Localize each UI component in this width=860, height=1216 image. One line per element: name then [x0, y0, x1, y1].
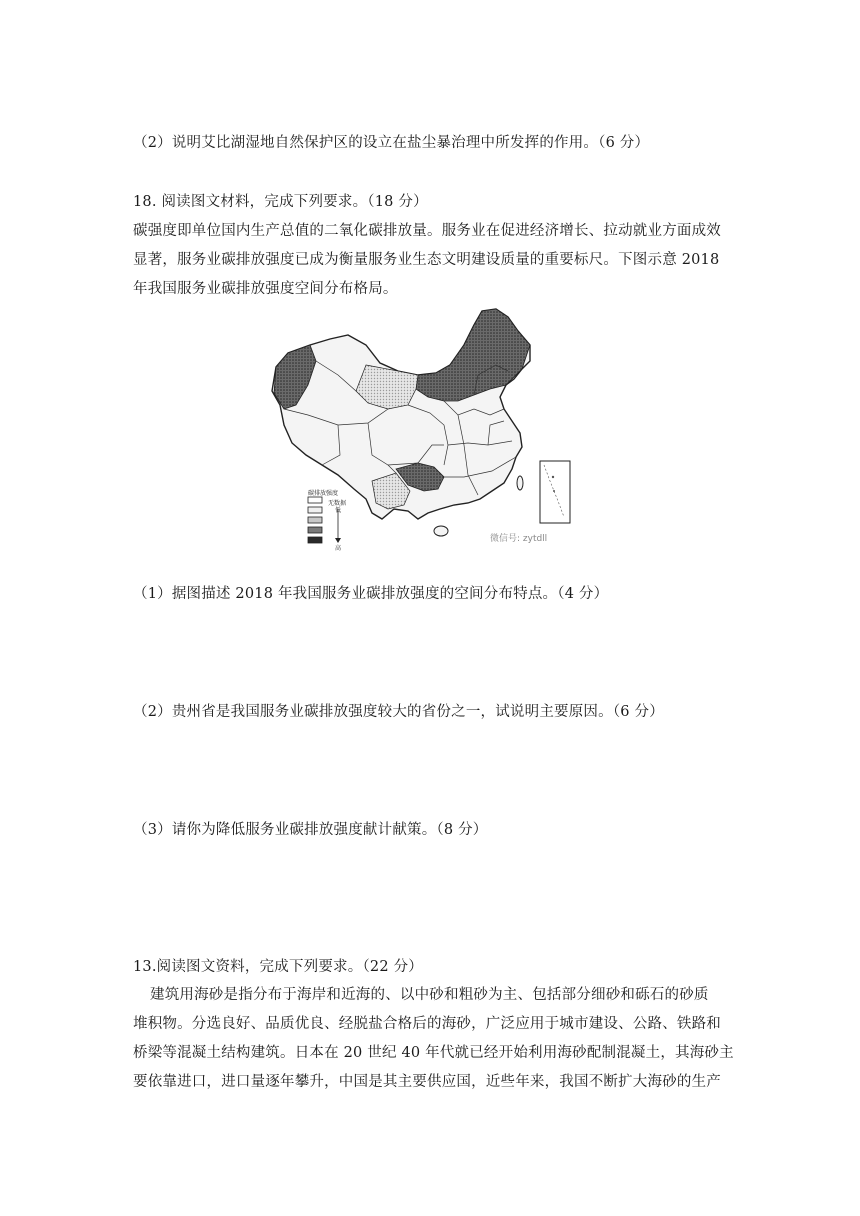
question-18-part-1: （1）据图描述 2018 年我国服务业碳排放强度的空间分布特点。（4 分）	[133, 586, 609, 602]
question-18-material-line: 年我国服务业碳排放强度空间分布格局。	[133, 281, 398, 297]
legend-swatch-2	[308, 517, 322, 523]
legend-swatch-1	[308, 507, 322, 513]
legend-swatch-4	[308, 537, 322, 543]
question-13-line: 要依靠进口，进口量逐年攀升，中国是其主要供应国，近些年来，我国不断扩大海砂的生产	[133, 1074, 721, 1090]
question-13-line: 桥梁等混凝土结构建筑。日本在 20 世纪 40 年代就已经开始利用海砂配制混凝土，其海砂主	[133, 1045, 734, 1061]
legend-title: 碳排放强度	[308, 490, 339, 497]
question-18-material-line: 显著，服务业碳排放强度已成为衡量服务业生态文明建设质量的重要标尺。下图示意 2018	[133, 252, 720, 268]
china-carbon-intensity-map	[268, 305, 590, 553]
taiwan-island	[517, 476, 523, 490]
legend-swatch-3	[308, 527, 322, 533]
question-18-part-3: （3）请你为降低服务业碳排放强度献计献策。（8 分）	[133, 822, 488, 838]
south-china-sea-inset	[540, 461, 570, 523]
question-13-line: 堆积物。分选良好、品质优良、经脱盐合格后的海砂，广泛应用于城市建设、公路、铁路和	[133, 1016, 721, 1032]
legend-high-label: 高	[335, 545, 342, 552]
legend-low-label: 低	[335, 507, 342, 514]
china-map-graphic	[268, 305, 590, 553]
question-17-part-2: （2）说明艾比湖湿地自然保护区的设立在盐尘暴治理中所发挥的作用。（6 分）	[133, 135, 650, 151]
hainan-island	[434, 526, 448, 536]
legend-no-data-label: 无数据	[328, 500, 347, 507]
question-18-title: 18. 阅读图文材料，完成下列要求。（18 分）	[133, 194, 428, 210]
legend-swatch-no-data	[308, 497, 322, 503]
watermark: 微信号: zytdll	[490, 534, 548, 544]
question-13-line: 建筑用海砂是指分布于海岸和近海的、以中砂和粗砂为主、包括部分细砂和砾石的砂质	[150, 987, 709, 1003]
question-18-part-2: （2）贵州省是我国服务业碳排放强度较大的省份之一，试说明主要原因。（6 分）	[133, 704, 664, 720]
question-18-material-line: 碳强度即单位国内生产总值的二氧化碳排放量。服务业在促进经济增长、拉动就业方面成效	[133, 223, 721, 239]
question-13-title: 13.阅读图文资料，完成下列要求。（22 分）	[133, 959, 423, 975]
